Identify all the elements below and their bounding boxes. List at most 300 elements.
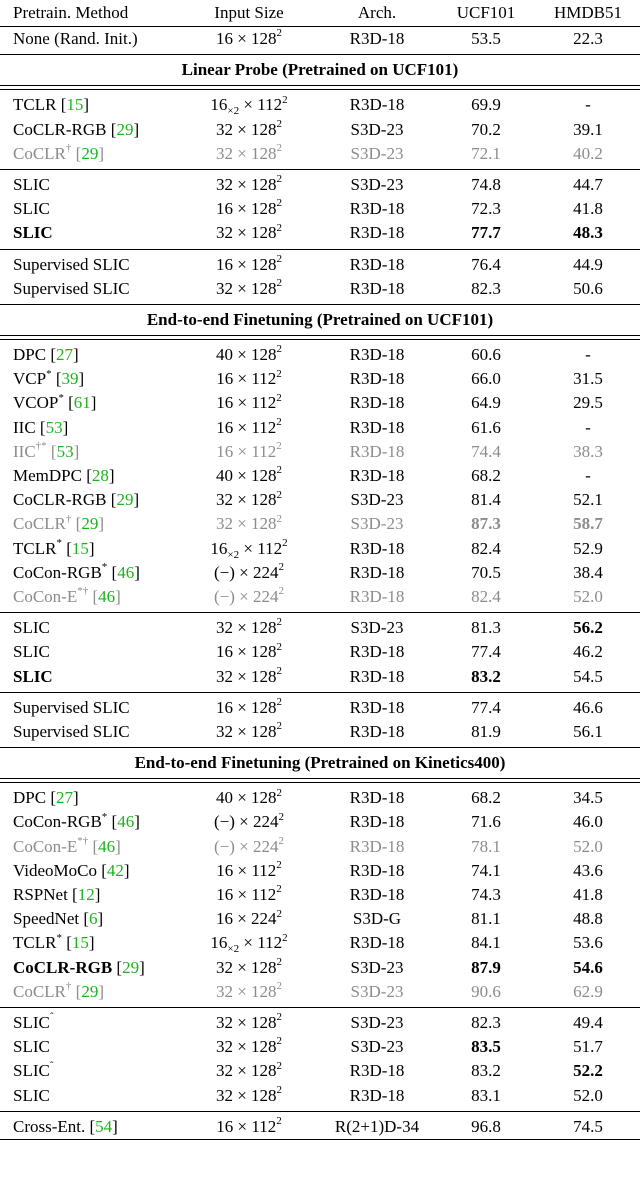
input-size-exp: 2 — [276, 883, 282, 896]
input-size-exp: 2 — [278, 810, 284, 823]
table-row — [0, 907, 640, 931]
input-size-exp: 2 — [276, 1011, 283, 1024]
method-name: CoCLR — [13, 981, 66, 1001]
input-size-cell — [210, 93, 287, 119]
input-size-cell — [216, 488, 282, 512]
hmdb51-cell: 56.2 — [573, 618, 603, 638]
method-cell: CoCLR† [29] — [13, 142, 104, 163]
input-size-base: 16 — [210, 538, 228, 558]
hmdb51-cell: 41.8 — [573, 199, 603, 219]
ucf101-cell: 68.2 — [471, 466, 501, 485]
ucf101-cell: 70.2 — [471, 119, 501, 139]
input-size-exp: 2 — [276, 197, 283, 210]
arch-cell: R3D-18 — [349, 642, 405, 662]
hmdb51-cell: 34.5 — [573, 788, 603, 808]
table-row — [0, 173, 640, 197]
table-row — [0, 931, 640, 955]
hmdb51-cell: 41.8 — [573, 885, 603, 904]
hmdb51-cell: 53.6 — [573, 933, 603, 953]
method-name: SLIC — [13, 1037, 50, 1057]
input-size-cell — [214, 561, 284, 585]
citation-link: 39 — [61, 369, 79, 389]
input-size-exp: 2 — [276, 221, 283, 234]
method-cell — [13, 640, 50, 664]
input-size-stride: ×2 — [227, 943, 240, 956]
method-name: CoCon-RGB — [13, 562, 102, 582]
ucf101-cell: 77.4 — [471, 642, 501, 662]
input-size-cell — [216, 859, 281, 883]
input-size-exp: 2 — [282, 536, 288, 549]
method-name: SLIC — [13, 1012, 50, 1032]
table-row — [0, 253, 640, 277]
input-size-cell — [216, 956, 282, 980]
input-size-cell — [216, 1035, 282, 1059]
method-cell — [13, 27, 138, 51]
ucf101-cell: 82.3 — [471, 1012, 501, 1032]
table-row — [0, 720, 640, 744]
ucf101-cell: 74.1 — [471, 860, 501, 880]
citation-link: 61 — [73, 393, 91, 413]
table-row — [0, 835, 640, 859]
table-rule — [0, 778, 640, 779]
arch-cell: S3D-23 — [350, 1012, 404, 1032]
method-cell: CoCLR-RGB [29] — [13, 490, 140, 510]
input-size-cell — [216, 253, 282, 277]
table-row — [0, 512, 640, 536]
ucf101-cell: 81.3 — [471, 618, 501, 638]
input-size-exp: 2 — [276, 464, 283, 477]
method-cell: CoCon-E*† [46] — [13, 585, 121, 606]
method-cell: SpeedNet [6] — [13, 909, 104, 929]
input-size-cell — [216, 343, 282, 367]
ucf101-cell: 74.8 — [471, 174, 501, 194]
input-size-exp: 2 — [276, 616, 283, 629]
table-rule — [0, 304, 640, 305]
hmdb51-cell: 54.6 — [573, 957, 603, 977]
arch-cell: S3D-23 — [350, 1037, 404, 1057]
table-row — [0, 956, 640, 980]
input-size-cell — [216, 440, 281, 464]
method-cell: CoCLR-RGB [29] — [13, 119, 140, 139]
arch-cell: R3D-18 — [349, 586, 405, 606]
table-row — [0, 537, 640, 561]
ucf101-cell: 83.5 — [471, 1037, 501, 1057]
input-size-cell — [216, 27, 282, 51]
hmdb51-cell: 31.5 — [573, 369, 603, 389]
input-size-base: 16 — [210, 933, 228, 953]
hmdb51-cell: 48.8 — [573, 909, 603, 929]
hmdb51-cell: 58.7 — [573, 514, 603, 534]
method-name: Supervised SLIC — [13, 278, 130, 298]
method-marker: *† — [77, 585, 89, 598]
citation-link: 28 — [91, 466, 109, 485]
input-size-base: (−) × 224 — [214, 836, 279, 856]
input-size-cell — [216, 464, 282, 488]
method-name: SpeedNet — [13, 909, 80, 929]
table-row — [0, 416, 640, 440]
input-size-base: 32 × 128 — [215, 1085, 277, 1105]
table-rule — [0, 692, 640, 693]
method-name: CoCon-E — [13, 586, 78, 606]
arch-cell: R3D-18 — [349, 812, 405, 832]
input-size-cell — [216, 118, 282, 142]
arch-cell: R3D-18 — [349, 1061, 405, 1081]
input-size-base: 32 × 128 — [215, 618, 277, 638]
input-size-base: 32 × 128 — [215, 1012, 277, 1032]
method-cell — [13, 696, 130, 720]
table-row — [0, 1115, 640, 1139]
input-size-cell — [216, 197, 282, 221]
hmdb51-cell: 50.6 — [573, 278, 603, 298]
input-size-base: (−) × 224 — [214, 562, 279, 582]
method-cell — [13, 197, 50, 221]
arch-cell: S3D-23 — [350, 981, 404, 1001]
method-name: TCLR — [13, 95, 57, 115]
input-size-exp: 2 — [276, 27, 283, 40]
hmdb51-cell: 49.4 — [573, 1012, 603, 1032]
hmdb51-cell: - — [585, 417, 591, 437]
table-row — [0, 118, 640, 142]
hmdb51-cell: 46.0 — [573, 812, 603, 832]
input-size-stride: ×2 — [227, 548, 240, 561]
method-name: CoCLR-RGB — [13, 957, 113, 977]
table-row — [0, 1035, 640, 1059]
method-name: TCLR — [13, 538, 57, 558]
table-row — [0, 277, 640, 301]
hmdb51-cell: 44.7 — [573, 174, 603, 194]
citation-link: 29 — [122, 957, 140, 977]
method-cell: DPC [27] — [13, 788, 79, 808]
input-size-cell — [216, 1059, 282, 1083]
input-size-base: 40 × 128 — [215, 345, 277, 365]
arch-cell: R3D-18 — [349, 254, 405, 274]
ucf101-cell: 76.4 — [471, 254, 501, 274]
hmdb51-cell: - — [585, 345, 591, 365]
method-name: SLIC — [13, 666, 53, 686]
arch-cell: R3D-18 — [349, 223, 405, 243]
input-size-base: 16 × 112 — [216, 369, 277, 389]
method-name: SLIC — [13, 174, 50, 194]
arch-cell: R3D-18 — [349, 29, 405, 48]
header-ucf101: UCF101 — [456, 3, 516, 22]
ucf101-cell: 81.1 — [471, 909, 501, 929]
method-name: CoCon-RGB — [13, 812, 102, 832]
ucf101-cell: 96.8 — [471, 1116, 501, 1136]
arch-cell: S3D-23 — [350, 618, 404, 638]
table-row — [0, 859, 640, 883]
input-size-base: 32 × 128 — [215, 981, 277, 1001]
table-row — [0, 142, 640, 166]
input-size-base: 32 × 128 — [215, 666, 277, 686]
ucf101-cell: 83.1 — [471, 1085, 501, 1105]
input-size-base: 16 × 224 — [215, 909, 277, 929]
input-size-cell — [216, 142, 282, 166]
hmdb51-cell: 40.2 — [573, 143, 603, 163]
hmdb51-cell: 74.5 — [573, 1116, 603, 1136]
hmdb51-cell: 38.3 — [573, 441, 603, 461]
input-size-base: 32 × 128 — [215, 174, 277, 194]
table-row — [0, 1059, 640, 1083]
input-size-cell — [216, 616, 282, 640]
method-cell — [13, 1059, 54, 1083]
method-cell: CoCon-RGB* [46] — [13, 810, 140, 832]
hmdb51-cell: 44.9 — [573, 254, 603, 274]
hmdb51-cell: - — [585, 95, 591, 115]
method-name: SLIC — [13, 223, 53, 243]
input-size-base: 16 × 128 — [215, 199, 277, 219]
ucf101-cell: 72.3 — [471, 199, 501, 219]
method-name: SLIC — [13, 618, 50, 638]
method-cell — [13, 1035, 50, 1059]
method-name: SLIC — [13, 199, 50, 219]
hmdb51-cell: 52.0 — [573, 1085, 603, 1105]
table-row — [0, 391, 640, 415]
ucf101-cell: 70.5 — [471, 562, 501, 582]
hmdb51-cell: 39.1 — [573, 119, 603, 139]
table-row — [0, 665, 640, 689]
input-size-stride: ×2 — [227, 105, 240, 118]
method-cell — [13, 616, 50, 640]
arch-cell: R3D-18 — [349, 788, 405, 808]
input-size-cell — [216, 907, 282, 931]
table-row — [0, 980, 640, 1004]
input-size-exp: 2 — [282, 93, 288, 106]
method-marker: * — [56, 931, 62, 944]
input-size-exp: 2 — [276, 440, 282, 453]
table-row — [0, 464, 640, 488]
table-row — [0, 696, 640, 720]
input-size-cell — [216, 1084, 282, 1108]
input-size-exp: 2 — [276, 1083, 283, 1096]
method-cell: IIC†* [53] — [13, 440, 80, 461]
method-name: IIC — [13, 441, 36, 461]
ucf101-cell: 74.4 — [471, 441, 501, 461]
hmdb51-cell: 52.9 — [573, 538, 603, 558]
method-name: Supervised SLIC — [13, 721, 130, 741]
method-name: MemDPC — [13, 466, 82, 485]
citation-link: 46 — [98, 586, 116, 606]
method-marker: * — [101, 810, 108, 823]
table-row — [0, 616, 640, 640]
citation-link: 46 — [117, 812, 135, 832]
ucf101-cell: 87.3 — [471, 514, 501, 534]
citation-link: 29 — [81, 514, 99, 534]
input-size-cell — [216, 391, 281, 415]
input-size-exp: 2 — [276, 343, 283, 356]
arch-cell: R3D-18 — [349, 466, 405, 485]
method-cell: TCLR* [15] — [13, 536, 95, 558]
input-size-res: × 112 — [239, 95, 283, 115]
ucf101-cell: 83.2 — [471, 666, 501, 686]
table-row — [0, 883, 640, 907]
table-row — [0, 440, 640, 464]
method-marker: * — [101, 561, 108, 574]
header-input-size: Input Size — [214, 3, 284, 22]
table-row — [0, 488, 640, 512]
citation-link: 54 — [95, 1116, 113, 1136]
input-size-base: 32 × 128 — [215, 514, 277, 534]
citation-link: 29 — [81, 981, 99, 1001]
method-name: IIC — [13, 417, 36, 437]
table-rule — [0, 1111, 640, 1112]
method-name: TCLR — [13, 933, 57, 953]
table-rule — [0, 339, 640, 340]
method-cell: CoCLR† [29] — [13, 512, 104, 534]
input-size-exp: 2 — [276, 664, 283, 677]
input-size-cell — [214, 835, 284, 859]
input-size-base: 16 × 128 — [215, 697, 277, 717]
input-size-cell — [214, 585, 284, 609]
ucf101-cell: 81.9 — [471, 721, 501, 741]
table-rule — [0, 747, 640, 748]
method-cell: MemDPC [28] — [13, 466, 115, 485]
arch-cell: R3D-18 — [349, 562, 405, 582]
ucf101-cell: 69.9 — [471, 95, 501, 115]
method-name: Cross-Ent. — [13, 1116, 86, 1136]
citation-link: 29 — [116, 490, 134, 510]
ucf101-cell: 66.0 — [471, 369, 501, 389]
citation-link: 42 — [106, 860, 124, 880]
method-name: CoCLR-RGB — [13, 490, 107, 510]
citation-link: 29 — [81, 143, 99, 163]
input-size-cell — [216, 1011, 282, 1035]
input-size-cell — [216, 720, 282, 744]
ucf101-cell: 77.7 — [471, 223, 501, 243]
input-size-base: 16 × 112 — [216, 860, 277, 880]
input-size-base: 32 × 128 — [215, 223, 277, 243]
table-row — [0, 640, 640, 664]
citation-link: 15 — [66, 95, 84, 115]
input-size-exp: 2 — [276, 640, 283, 653]
ucf101-cell: 68.2 — [471, 788, 501, 808]
input-size-base: 16 × 112 — [216, 885, 277, 904]
hmdb51-cell: 22.3 — [573, 29, 603, 48]
citation-link: 27 — [56, 788, 73, 808]
input-size-exp: 2 — [276, 907, 283, 920]
ucf101-cell: 90.6 — [471, 981, 501, 1001]
header-hmdb51: HMDB51 — [553, 3, 623, 22]
method-name: CoCLR-RGB — [13, 119, 107, 139]
method-cell: CoCon-RGB* [46] — [13, 561, 140, 582]
table-row — [0, 585, 640, 609]
input-size-base: 32 × 128 — [215, 1061, 277, 1081]
method-cell: DPC [27] — [13, 345, 79, 365]
method-marker: * — [46, 367, 52, 380]
method-cell — [13, 277, 130, 301]
arch-cell: R3D-18 — [349, 95, 405, 115]
hmdb51-cell: 54.5 — [573, 666, 603, 686]
ucf101-cell: 61.6 — [471, 417, 501, 437]
input-size-cell — [216, 416, 281, 440]
input-size-base: 16 × 112 — [216, 441, 277, 461]
input-size-cell — [210, 931, 287, 957]
input-size-base: 16 × 112 — [216, 417, 277, 437]
method-cell — [13, 1011, 54, 1035]
input-size-base: 16 × 112 — [216, 1116, 277, 1136]
input-size-exp: 2 — [276, 142, 283, 155]
citation-link: 29 — [116, 119, 134, 139]
input-size-exp: 2 — [276, 512, 283, 525]
ucf101-cell: 84.1 — [471, 933, 501, 953]
citation-link: 53 — [45, 417, 63, 437]
header-method: Pretrain. Method — [13, 3, 129, 22]
input-size-exp: 2 — [276, 1059, 283, 1072]
hmdb51-cell: 52.0 — [573, 586, 603, 606]
ucf101-cell: 53.5 — [471, 29, 501, 48]
input-size-base: 32 × 128 — [215, 490, 277, 510]
citation-link: 15 — [71, 538, 89, 558]
method-cell: TCLR* [15] — [13, 931, 95, 953]
input-size-exp: 2 — [276, 488, 283, 501]
ucf101-cell: 83.2 — [471, 1061, 501, 1081]
input-size-base: 32 × 128 — [215, 278, 277, 298]
method-name: Supervised SLIC — [13, 254, 130, 274]
method-cell: VCP* [39] — [13, 367, 85, 389]
arch-cell: R3D-18 — [349, 538, 405, 558]
input-size-cell — [216, 173, 282, 197]
input-size-exp: 2 — [276, 415, 282, 428]
table-rule — [0, 612, 640, 613]
input-size-exp: 2 — [276, 859, 282, 872]
method-cell: IIC [53] — [13, 417, 69, 437]
ucf101-cell: 74.3 — [471, 885, 501, 904]
hmdb51-cell: 38.4 — [573, 562, 603, 582]
input-size-cell — [216, 277, 282, 301]
method-marker: * — [56, 536, 62, 549]
table-rule — [0, 1139, 640, 1140]
input-size-exp: 2 — [276, 252, 283, 265]
arch-cell: R3D-18 — [349, 721, 405, 741]
arch-cell: R3D-18 — [349, 345, 405, 365]
citation-link: 12 — [77, 885, 95, 904]
input-size-exp: 2 — [278, 834, 284, 847]
method-marker: * — [58, 391, 64, 404]
method-cell — [13, 1084, 50, 1108]
method-name: VideoMoCo — [13, 860, 97, 880]
method-marker: † — [65, 512, 72, 525]
method-name: DPC — [13, 345, 47, 365]
citation-link: 46 — [117, 562, 135, 582]
hmdb51-cell: 46.2 — [573, 642, 603, 662]
method-cell — [13, 665, 53, 689]
citation-link: 6 — [89, 909, 98, 929]
input-size-exp: 2 — [276, 1115, 282, 1128]
section-title: End-to-end Finetuning (Pretrained on UCF101) — [146, 309, 494, 329]
arch-cell: R3D-18 — [349, 836, 405, 856]
input-size-exp: 2 — [278, 585, 284, 598]
arch-cell: S3D-23 — [350, 174, 404, 194]
citation-link: 15 — [71, 933, 89, 953]
input-size-base: (−) × 224 — [214, 586, 279, 606]
hmdb51-cell: 29.5 — [573, 393, 603, 413]
input-size-cell — [216, 512, 282, 536]
table-row — [0, 93, 640, 117]
method-cell: VideoMoCo [42] — [13, 860, 130, 880]
input-size-base: 32 × 128 — [215, 119, 277, 139]
arch-cell: R3D-18 — [349, 199, 405, 219]
table-row — [0, 786, 640, 810]
method-cell: RSPNet [12] — [13, 885, 101, 904]
input-size-base: 40 × 128 — [215, 466, 277, 485]
hmdb51-cell: 43.6 — [573, 860, 603, 880]
table-rule — [0, 85, 640, 86]
input-size-base: 16 × 112 — [216, 393, 277, 413]
hmdb51-cell: 48.3 — [573, 223, 603, 243]
table-row — [0, 810, 640, 834]
table-row — [0, 367, 640, 391]
table-rule — [0, 169, 640, 170]
input-size-exp: 2 — [276, 955, 283, 968]
